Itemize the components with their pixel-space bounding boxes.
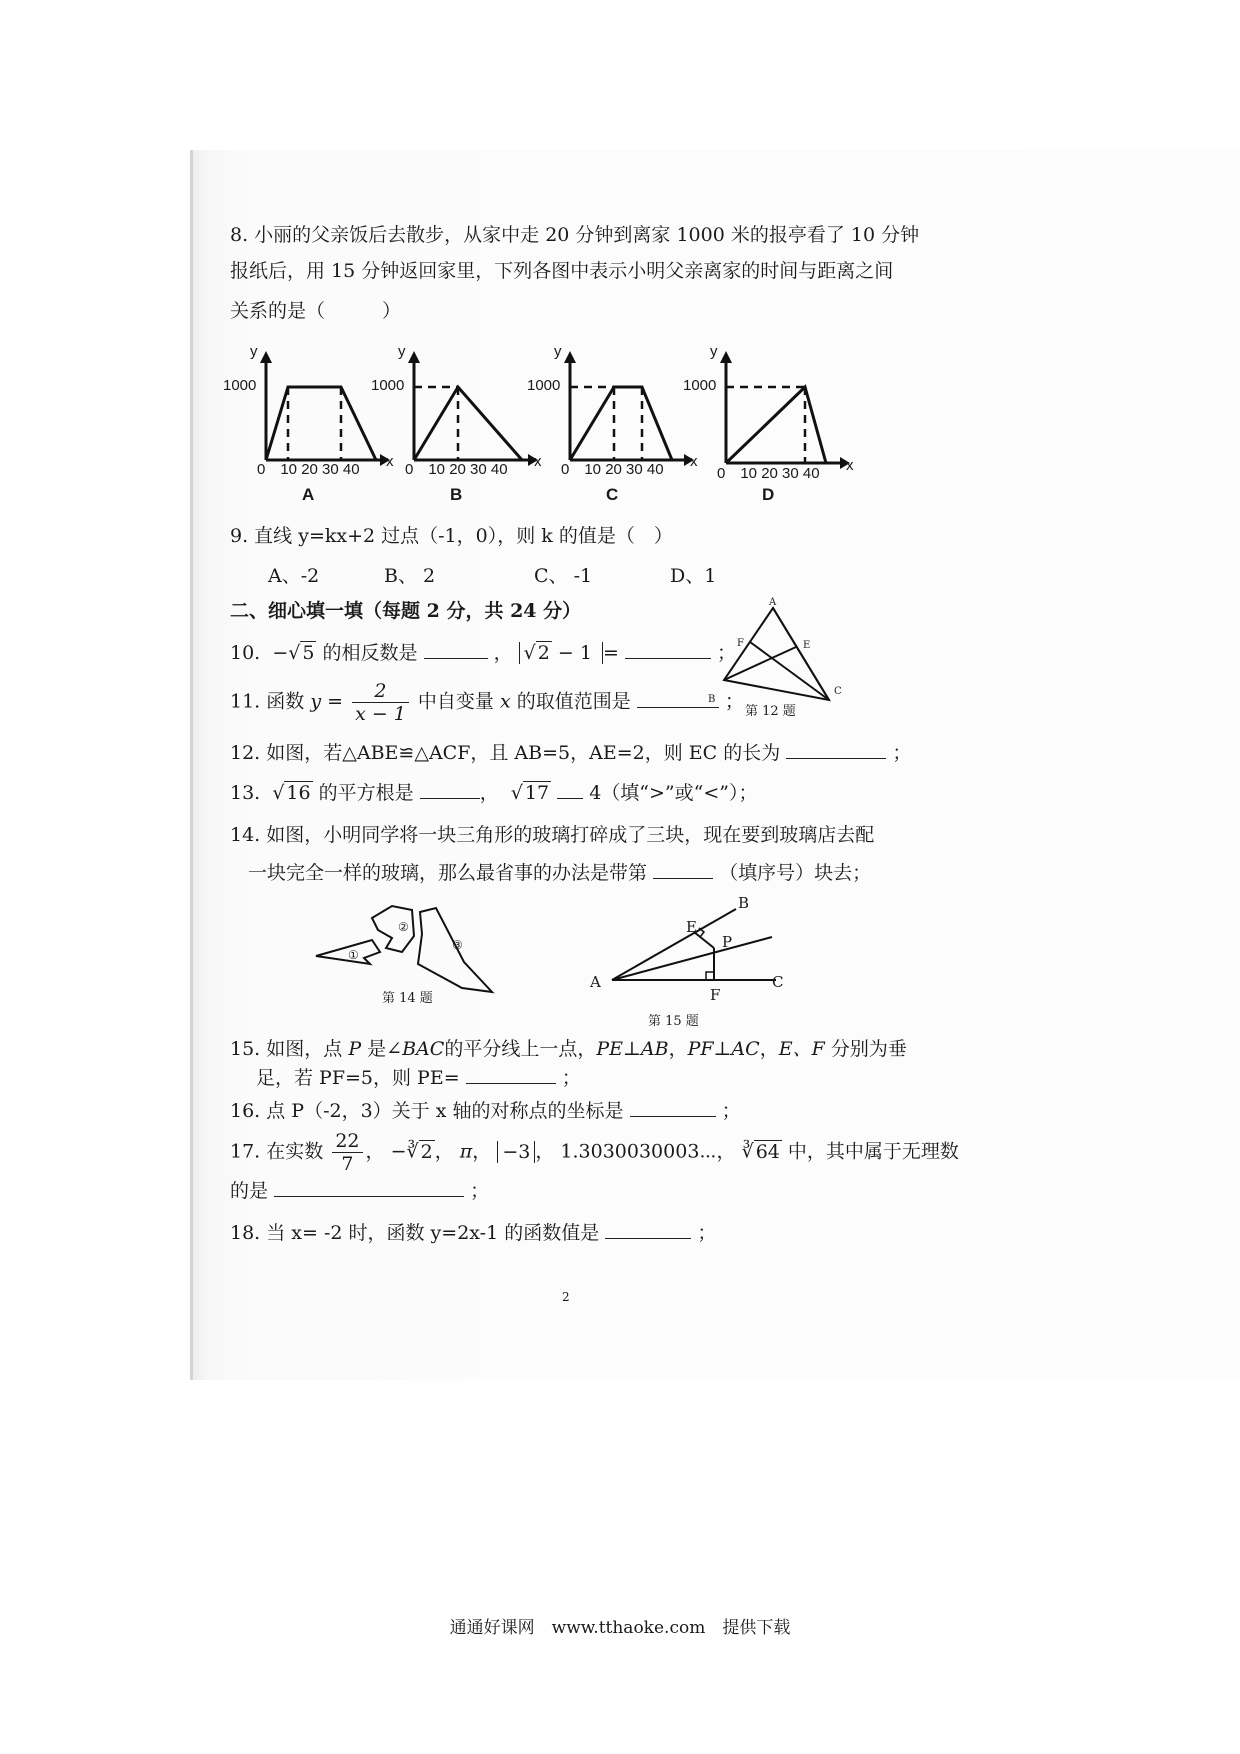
graph-c-x-label: x: [690, 453, 698, 470]
q9-option-a: A、-2: [268, 565, 320, 587]
q12-text: 12. 如图，若△ABE≌△ACF，且 AB=5，AE=2，则 EC 的长为: [230, 742, 781, 764]
q17-abs: −3: [497, 1141, 535, 1163]
q17-line2-text: 的是: [230, 1180, 269, 1202]
graph-b-x-label: x: [534, 453, 542, 470]
fig15-label-b: B: [738, 894, 750, 912]
fig14-piece-2: ②: [398, 920, 409, 934]
graph-a-y-label: y: [250, 343, 258, 360]
q14-line1: 14. 如图，小明同学将一块三角形的玻璃打碎成了三块，现在要到玻璃店去配: [230, 824, 875, 846]
q15-sep: ，: [668, 1038, 688, 1060]
q12-end: ；: [892, 742, 912, 764]
q17-c5: ，: [716, 1140, 736, 1163]
q10-eq: =: [602, 642, 619, 664]
graph-a-plot: [230, 345, 390, 505]
fig15-caption: 第 15 题: [648, 1014, 699, 1029]
q18-end: ；: [697, 1222, 717, 1244]
sqrt-symbol: √: [272, 782, 285, 804]
page-number: 2: [562, 1290, 570, 1304]
q11-text1: 中自变量: [417, 690, 494, 713]
scan-edge: [190, 150, 193, 1380]
fig12-label-a: A: [769, 597, 777, 608]
fig15-label-e: E: [686, 918, 697, 936]
q14-line2: [248, 860, 871, 886]
graph-d-caption: D: [762, 485, 775, 504]
q15-end: ；: [561, 1067, 581, 1089]
q10-neg: −: [272, 642, 289, 664]
figure-14: [312, 898, 512, 998]
q11: [230, 680, 744, 725]
graph-d-x-ticks: 0 10 20 30 40: [717, 465, 820, 482]
q10-end: ；: [717, 642, 737, 664]
q11-x: x: [499, 690, 511, 713]
q17-pi: π: [459, 1140, 473, 1163]
q15-p: P: [348, 1038, 362, 1060]
q11-fraction: [352, 680, 409, 725]
q10-text1: 的相反数是: [322, 642, 418, 664]
q15-line1a: 15. 如图，点: [230, 1038, 343, 1060]
graph-a-caption: A: [302, 485, 315, 504]
fig14-piece-3: ③: [452, 938, 463, 952]
fig12-caption: 第 12 题: [745, 704, 796, 719]
graph-a-x-label: x: [386, 453, 394, 470]
q17-prefix: 17. 在实数: [230, 1140, 324, 1163]
q16-text: 16. 点 P（-2，3）关于 x 轴的对称点的坐标是: [230, 1100, 624, 1122]
q8-line1: 8. 小丽的父亲饭后去散步，从家中走 20 分钟到离家 1000 米的报亭看了 10 分钟: [230, 224, 920, 246]
q11-end: ；: [724, 690, 744, 713]
q15-line2: [256, 1065, 581, 1091]
q17-radicand-2: 2: [420, 1140, 433, 1163]
q15-angle: ∠BAC: [386, 1038, 445, 1060]
q9-stem: 9. 直线 y=kx+2 过点（-1，0），则 k 的值是（ ）: [230, 525, 673, 547]
q10-radicand-2: 2: [537, 642, 550, 664]
q17-decimal: 1.3030030003⋯: [560, 1140, 717, 1163]
q10-num: 10.: [230, 642, 261, 664]
q13-blank-2[interactable]: [557, 780, 583, 799]
graph-a-y-tick: 1000: [223, 377, 257, 394]
q12: [230, 740, 911, 766]
q10-radicand-1: 5: [302, 642, 315, 664]
fig15-label-c: C: [772, 973, 784, 991]
q18-blank[interactable]: [605, 1220, 691, 1239]
q15-line1b: 是: [367, 1038, 387, 1060]
q15-line1: [230, 1036, 907, 1062]
sqrt-symbol: √: [288, 642, 301, 664]
graph-d-y-label: y: [710, 343, 718, 360]
q16-end: ；: [721, 1100, 741, 1122]
graph-a-x-ticks: 0 10 20 30 40: [257, 461, 360, 478]
graph-c-caption: C: [606, 485, 619, 504]
q15-ef: E、F: [778, 1038, 825, 1060]
q18-text: 18. 当 x= -2 时，函数 y=2x-1 的函数值是: [230, 1222, 600, 1244]
graph-c-plot: [534, 345, 694, 505]
q11-numerator: 2: [352, 680, 409, 703]
fig14-caption: 第 14 题: [382, 991, 433, 1006]
graph-c-y-tick: 1000: [527, 377, 561, 394]
q13-text2: 4（填“>”或“<”）；: [589, 782, 758, 804]
sqrt-symbol: √: [523, 642, 536, 664]
q13-blank-1[interactable]: [420, 780, 480, 799]
graph-b-y-label: y: [398, 343, 406, 360]
q17-line1: [230, 1130, 959, 1175]
q17-c2: ，: [434, 1140, 454, 1163]
q14-line2a: 一块完全一样的玻璃，那么最省事的办法是带第: [248, 862, 648, 884]
fig14-piece-1: ①: [348, 948, 359, 962]
sqrt-symbol: √: [510, 782, 523, 804]
fig12-label-f: F: [737, 638, 744, 649]
q18: [230, 1220, 716, 1246]
graph-b: [371, 343, 542, 505]
q10-minus1: − 1: [551, 642, 598, 664]
q11-prefix: 11. 函数: [230, 690, 305, 713]
q15-line1e: 分别为垂: [830, 1038, 907, 1060]
q15-line1c: 的平分线上一点，: [444, 1038, 597, 1060]
q10-blank-2[interactable]: [625, 640, 711, 659]
q17-c4: ，: [535, 1140, 555, 1163]
q11-blank[interactable]: [637, 689, 719, 708]
q9-option-b: B、 2: [384, 565, 436, 587]
q13: 13. √ 16 的平方根是 ， √ 17 4（填“>”或“<”）；: [230, 782, 758, 804]
graph-a: [223, 343, 394, 505]
q16-blank[interactable]: [630, 1098, 716, 1117]
fig15-label-a: A: [590, 973, 601, 991]
q13-radicand-2: 17: [524, 782, 550, 804]
fig15-label-p: P: [722, 933, 733, 951]
q14-blank[interactable]: [653, 860, 713, 879]
q11-equals: =: [327, 690, 344, 713]
graph-d-y-tick: 1000: [683, 377, 717, 394]
q17-cbrt: ∛: [741, 1140, 754, 1163]
q16: [230, 1098, 741, 1124]
q17-blank[interactable]: [274, 1178, 464, 1197]
q17-fraction: [332, 1130, 362, 1175]
q17-c1: ，: [365, 1140, 385, 1163]
q13-num: 13.: [230, 782, 261, 804]
section-2-heading: 二、细心填一填（每题 2 分，共 24 分）: [230, 600, 582, 622]
fig12-label-b: B: [708, 694, 716, 705]
graph-b-caption: B: [450, 485, 463, 504]
graph-b-y-tick: 1000: [371, 377, 405, 394]
q9-option-d: D、1: [670, 565, 717, 587]
q17-denominator: 7: [341, 1153, 354, 1175]
q15-line2-text: 足，若 PF=5，则 PE=: [256, 1067, 460, 1089]
q13-radicand-1: 16: [286, 782, 311, 804]
q10: 10. −√ 5 的相反数是 ， √ 2 − 1 = ；: [230, 642, 737, 664]
q17-numerator: 22: [332, 1130, 362, 1153]
graph-b-plot: [378, 345, 538, 505]
q11-y: y: [310, 690, 322, 713]
q13-text1: 的平方根是: [318, 782, 414, 804]
graph-c: [527, 343, 698, 505]
q14-line2b: （填序号）块去；: [719, 862, 872, 884]
q10-abs: [519, 642, 603, 664]
q17-c3: ，: [472, 1140, 492, 1163]
q8-line3: 关系的是（ ）: [230, 300, 402, 322]
q15-perp2: PF⊥AC: [687, 1038, 760, 1060]
graph-d-x-label: x: [846, 457, 854, 474]
graph-b-x-ticks: 0 10 20 30 40: [405, 461, 508, 478]
q15-blank[interactable]: [466, 1065, 556, 1084]
fig12-label-c: C: [834, 686, 842, 697]
graph-d: [683, 343, 854, 505]
graph-c-x-ticks: 0 10 20 30 40: [561, 461, 664, 478]
q15-line1d: ，: [759, 1038, 779, 1060]
fig15-label-f: F: [710, 986, 721, 1004]
fig12-label-e: E: [803, 640, 811, 651]
q11-denominator: x − 1: [355, 703, 406, 725]
q17-tail: 中，其中属于无理数: [787, 1140, 959, 1163]
q11-text2: 的取值范围是: [516, 690, 631, 713]
q15-perp1: PE⊥AB: [596, 1038, 669, 1060]
footer-download-note: 通通好课网 www.tthaoke.com 提供下载: [449, 1618, 791, 1638]
q8-line2: 报纸后，用 15 分钟返回家里，下列各图中表示小明父亲离家的时间与距离之间: [230, 260, 894, 282]
figure-15: [600, 896, 790, 996]
q17-line2: [230, 1178, 489, 1204]
q17-radicand-64: 64: [755, 1140, 780, 1163]
q10-blank-1[interactable]: [424, 640, 488, 659]
q17-cbrt-neg: −∛: [390, 1140, 419, 1163]
q12-blank[interactable]: [786, 740, 886, 759]
q9-option-c: C、 -1: [534, 565, 593, 587]
graph-c-y-label: y: [554, 343, 562, 360]
q17-end: ；: [470, 1180, 490, 1202]
